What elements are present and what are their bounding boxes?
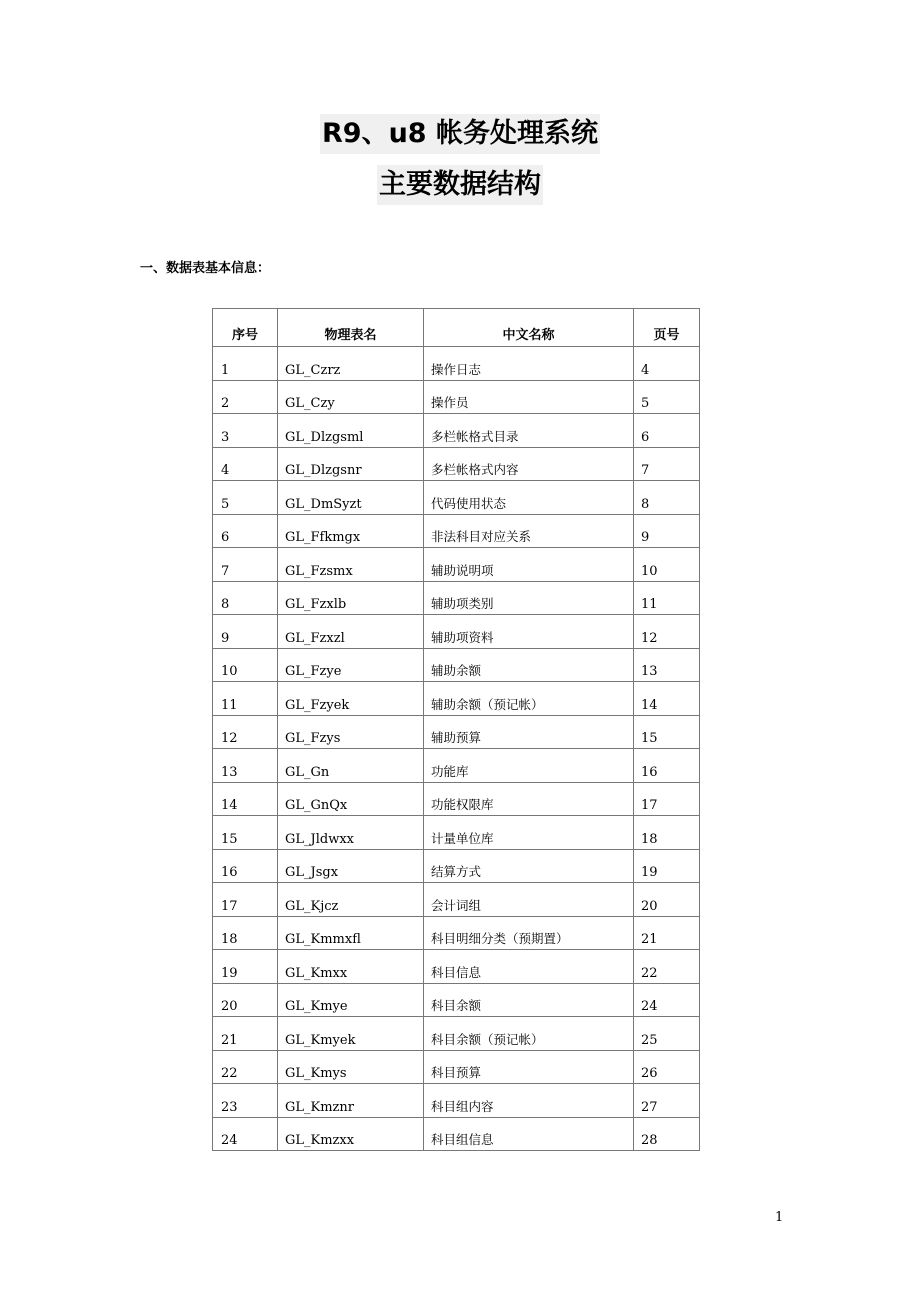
cell-page: 24 (634, 983, 700, 1017)
cell-seq: 16 (213, 849, 278, 883)
table-row (213, 983, 700, 1017)
cell-page: 25 (634, 1017, 700, 1051)
table-row (213, 581, 700, 615)
cell-seq: 24 (213, 1117, 278, 1151)
cell-chinese-name: 计量单位库 (424, 816, 634, 850)
cell-physical-name: GL_Kmxx (278, 950, 424, 984)
table-row (213, 447, 700, 481)
cell-seq: 4 (213, 447, 278, 481)
cell-chinese-name: 功能权限库 (424, 782, 634, 816)
table-body (213, 347, 700, 1151)
cell-seq: 11 (213, 682, 278, 716)
table-row (213, 749, 700, 783)
cell-page: 12 (634, 615, 700, 649)
cell-page: 27 (634, 1084, 700, 1118)
cell-physical-name: GL_Kmye (278, 983, 424, 1017)
cell-chinese-name: 功能库 (424, 749, 634, 783)
cell-chinese-name: 操作日志 (424, 347, 634, 381)
cell-chinese-name: 辅助说明项 (424, 548, 634, 582)
table-row (213, 1117, 700, 1151)
cell-seq: 17 (213, 883, 278, 917)
cell-seq: 2 (213, 380, 278, 414)
cell-page: 15 (634, 715, 700, 749)
cell-page: 4 (634, 347, 700, 381)
cell-page: 26 (634, 1050, 700, 1084)
table-row (213, 514, 700, 548)
cell-physical-name: GL_Dlzgsnr (278, 447, 424, 481)
cell-seq: 23 (213, 1084, 278, 1118)
title-line-2: 主要数据结构 (377, 165, 543, 205)
table-header-row (213, 309, 700, 347)
cell-seq: 12 (213, 715, 278, 749)
cell-chinese-name: 辅助项类别 (424, 581, 634, 615)
cell-physical-name: GL_Dlzgsml (278, 414, 424, 448)
section-heading: 一、数据表基本信息： (140, 261, 271, 276)
cell-physical-name: GL_Kmys (278, 1050, 424, 1084)
cell-seq: 21 (213, 1017, 278, 1051)
cell-seq: 18 (213, 916, 278, 950)
cell-seq: 14 (213, 782, 278, 816)
cell-chinese-name: 科目组内容 (424, 1084, 634, 1118)
document-title (0, 114, 920, 154)
cell-chinese-name: 科目余额（预记帐） (424, 1017, 634, 1051)
cell-seq: 15 (213, 816, 278, 850)
cell-seq: 6 (213, 514, 278, 548)
cell-physical-name: GL_Czrz (278, 347, 424, 381)
table-row (213, 1017, 700, 1051)
cell-physical-name: GL_Jsgx (278, 849, 424, 883)
cell-seq: 1 (213, 347, 278, 381)
header-chinese-name: 中文名称 (424, 309, 634, 347)
cell-chinese-name: 结算方式 (424, 849, 634, 883)
cell-page: 17 (634, 782, 700, 816)
cell-page: 8 (634, 481, 700, 515)
cell-seq: 13 (213, 749, 278, 783)
table-row (213, 1084, 700, 1118)
cell-page: 9 (634, 514, 700, 548)
cell-seq: 20 (213, 983, 278, 1017)
data-table (212, 308, 700, 1151)
cell-physical-name: GL_Fzxlb (278, 581, 424, 615)
cell-seq: 3 (213, 414, 278, 448)
cell-page: 11 (634, 581, 700, 615)
table-row (213, 849, 700, 883)
cell-seq: 8 (213, 581, 278, 615)
cell-physical-name: GL_Czy (278, 380, 424, 414)
table-row (213, 481, 700, 515)
cell-physical-name: GL_GnQx (278, 782, 424, 816)
cell-page: 19 (634, 849, 700, 883)
page-number: 1 (775, 1210, 784, 1225)
cell-physical-name: GL_Kmyek (278, 1017, 424, 1051)
header-physical-name: 物理表名 (278, 309, 424, 347)
cell-chinese-name: 多栏帐格式目录 (424, 414, 634, 448)
cell-chinese-name: 辅助预算 (424, 715, 634, 749)
table-row (213, 1050, 700, 1084)
cell-chinese-name: 非法科目对应关系 (424, 514, 634, 548)
cell-seq: 7 (213, 548, 278, 582)
cell-physical-name: GL_Kmzxx (278, 1117, 424, 1151)
cell-chinese-name: 辅助项资料 (424, 615, 634, 649)
cell-chinese-name: 辅助余额 (424, 648, 634, 682)
cell-page: 13 (634, 648, 700, 682)
cell-physical-name: GL_Kjcz (278, 883, 424, 917)
cell-page: 18 (634, 816, 700, 850)
document-subtitle (0, 165, 920, 205)
header-seq: 序号 (213, 309, 278, 347)
cell-physical-name: GL_Kmmxfl (278, 916, 424, 950)
cell-chinese-name: 科目预算 (424, 1050, 634, 1084)
cell-physical-name: GL_Fzys (278, 715, 424, 749)
cell-seq: 9 (213, 615, 278, 649)
cell-chinese-name: 代码使用状态 (424, 481, 634, 515)
cell-chinese-name: 辅助余额（预记帐） (424, 682, 634, 716)
cell-physical-name: GL_Fzxzl (278, 615, 424, 649)
table-row (213, 883, 700, 917)
table-row (213, 380, 700, 414)
table-row (213, 548, 700, 582)
cell-physical-name: GL_Fzye (278, 648, 424, 682)
cell-chinese-name: 科目信息 (424, 950, 634, 984)
table-row (213, 615, 700, 649)
cell-physical-name: GL_Fzyek (278, 682, 424, 716)
table-row (213, 816, 700, 850)
cell-page: 5 (634, 380, 700, 414)
cell-page: 16 (634, 749, 700, 783)
cell-physical-name: GL_Ffkmgx (278, 514, 424, 548)
cell-page: 10 (634, 548, 700, 582)
cell-chinese-name: 会计词组 (424, 883, 634, 917)
table-row (213, 347, 700, 381)
cell-seq: 5 (213, 481, 278, 515)
cell-page: 7 (634, 447, 700, 481)
cell-chinese-name: 科目组信息 (424, 1117, 634, 1151)
header-page: 页号 (634, 309, 700, 347)
cell-physical-name: GL_Gn (278, 749, 424, 783)
table-row (213, 648, 700, 682)
cell-chinese-name: 科目明细分类（预期置） (424, 916, 634, 950)
cell-physical-name: GL_Kmznr (278, 1084, 424, 1118)
table-row (213, 782, 700, 816)
cell-physical-name: GL_Jldwxx (278, 816, 424, 850)
table-row (213, 715, 700, 749)
table-row (213, 682, 700, 716)
cell-chinese-name: 多栏帐格式内容 (424, 447, 634, 481)
cell-seq: 19 (213, 950, 278, 984)
cell-page: 21 (634, 916, 700, 950)
cell-page: 14 (634, 682, 700, 716)
cell-page: 20 (634, 883, 700, 917)
table-row (213, 414, 700, 448)
cell-chinese-name: 操作员 (424, 380, 634, 414)
cell-page: 28 (634, 1117, 700, 1151)
table-row (213, 950, 700, 984)
table-row (213, 916, 700, 950)
cell-chinese-name: 科目余额 (424, 983, 634, 1017)
cell-physical-name: GL_Fzsmx (278, 548, 424, 582)
cell-seq: 10 (213, 648, 278, 682)
cell-seq: 22 (213, 1050, 278, 1084)
cell-physical-name: GL_DmSyzt (278, 481, 424, 515)
title-line-1: R9、u8 帐务处理系统 (320, 114, 600, 154)
cell-page: 6 (634, 414, 700, 448)
cell-page: 22 (634, 950, 700, 984)
